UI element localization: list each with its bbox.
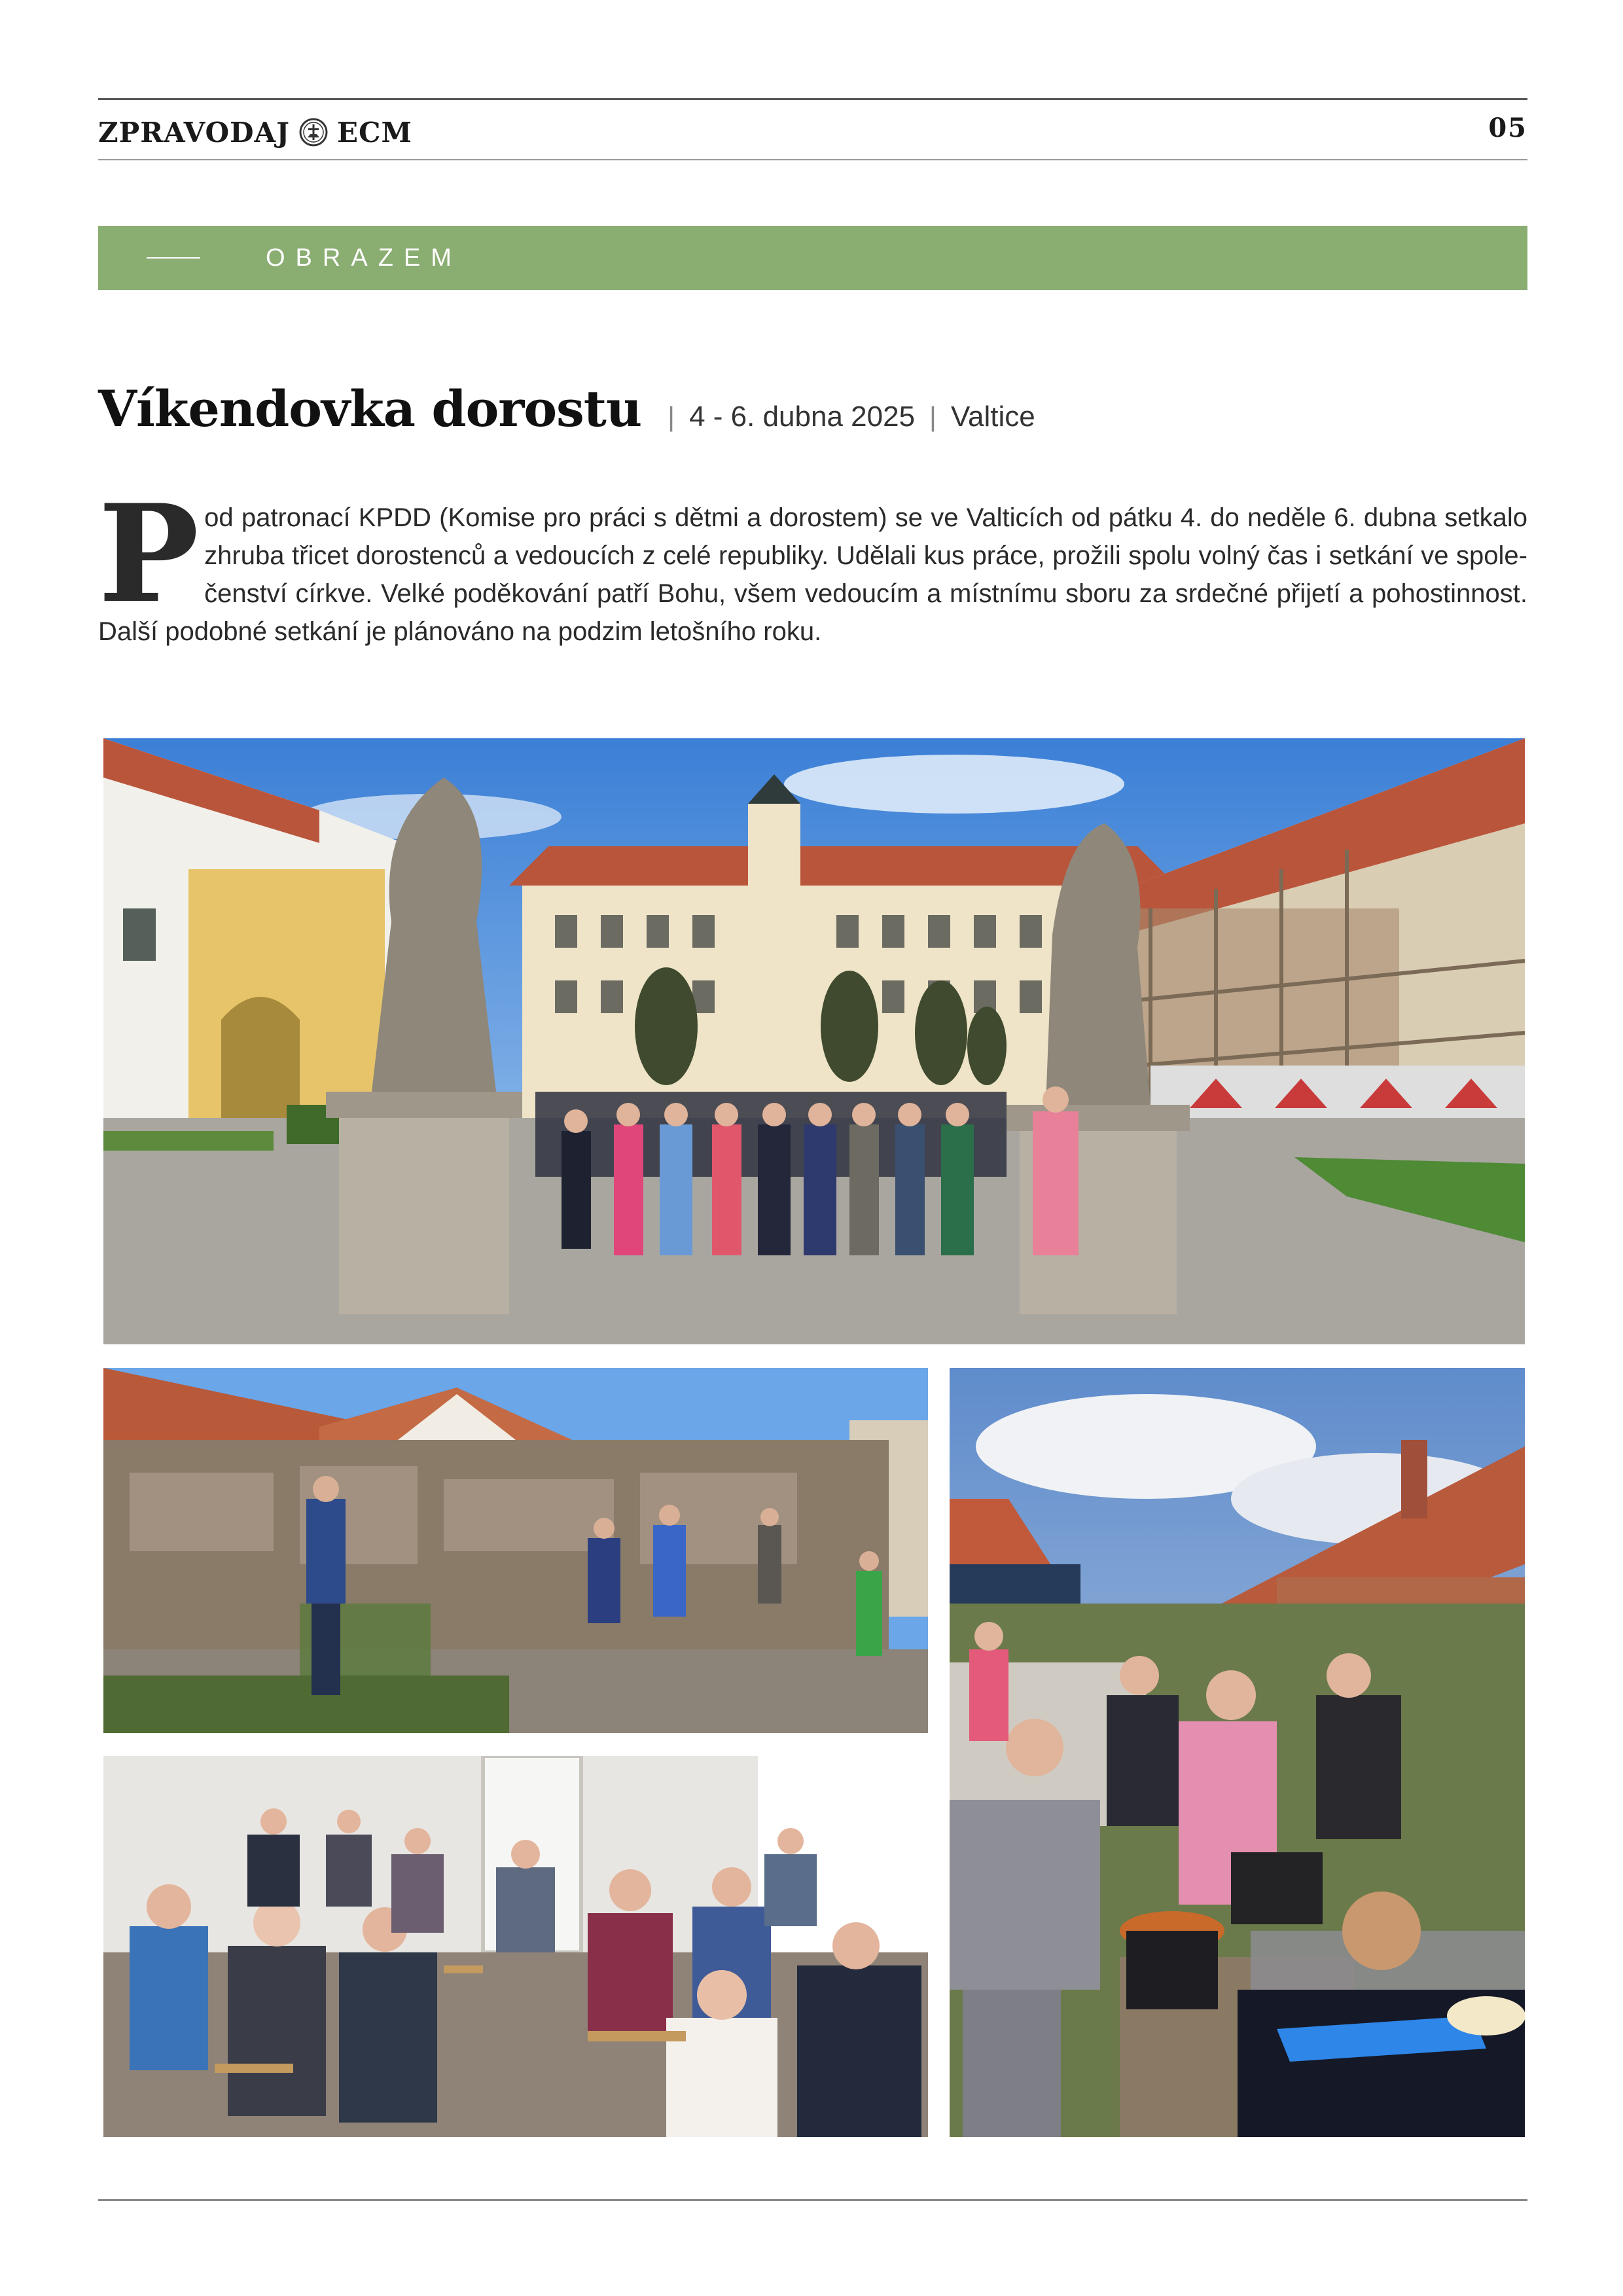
bottom-rule	[98, 2199, 1527, 2201]
photo-garden-wall-work	[103, 1368, 928, 1733]
section-label: OBRAZEM	[266, 244, 462, 272]
title-separator: |	[668, 401, 675, 432]
article-title: Víkendovka dorostu	[98, 380, 642, 438]
article-paragraph: od patronací KPDD (Komise pro práci s dětmi a dorostem) se ve Valticích od pátku 4. do neděle 6. dubna setkalo zhruba třicet dorostenců a vedoucích z celé republiky. Udělali kus práce, prožili spolu volný čas i setkání ve spole-čenství církve. Velké poděkování patří Bohu, všem vedoucím a místnímu sboru za srdečné přijetí a pohostinnost. Další podobné setkání je plánováno na podzim letošního roku.	[98, 503, 1527, 646]
top-rule	[98, 98, 1527, 100]
article-body	[98, 476, 1527, 651]
photo-church-meeting	[103, 1756, 928, 2137]
section-band	[98, 226, 1527, 290]
section-dash	[147, 257, 200, 259]
meta-separator: |	[929, 401, 936, 432]
drop-cap: P	[98, 476, 200, 633]
article-heading	[98, 380, 1035, 438]
header-rule	[98, 159, 1527, 160]
brand-right-text: ECM	[337, 116, 412, 149]
page-number: 05	[1488, 113, 1527, 143]
masthead	[98, 113, 412, 152]
church-seal-icon	[299, 118, 328, 147]
article-place: Valtice	[950, 401, 1035, 433]
article-date: 4 - 6. dubna 2025	[689, 401, 916, 433]
photo-group-at-chateau	[103, 738, 1525, 1344]
photo-outdoor-lunch	[950, 1368, 1525, 2137]
brand-left-text: ZPRAVODAJ	[98, 116, 290, 149]
